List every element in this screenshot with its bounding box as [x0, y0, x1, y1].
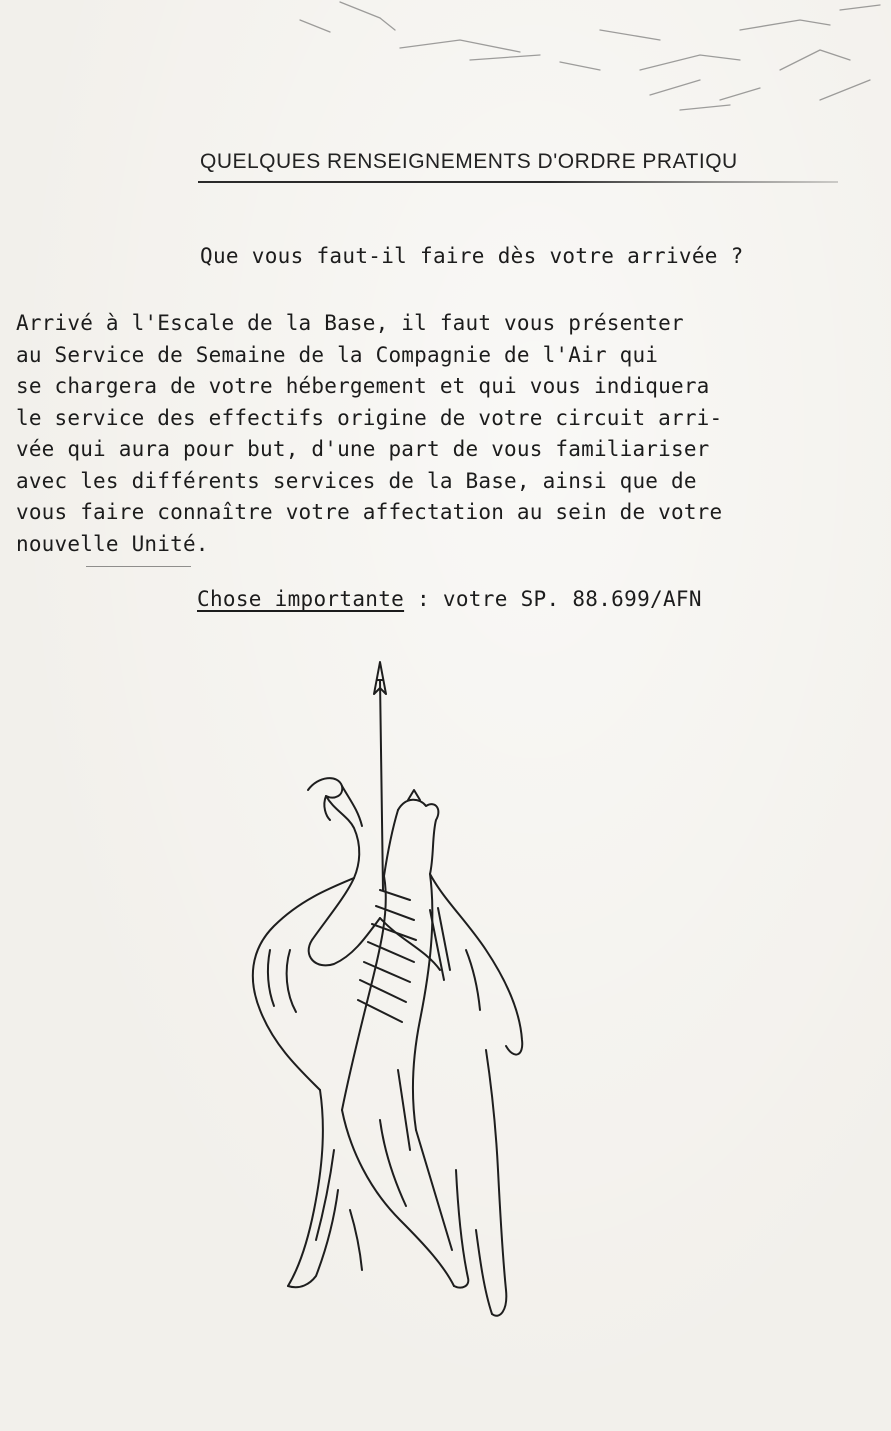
paragraph-line: au Service de Semaine de la Compagnie de l'Air qui — [16, 342, 659, 367]
stray-mark — [86, 566, 191, 567]
top-ink-smudge — [0, 0, 891, 130]
important-label: Chose importante — [197, 587, 405, 611]
document-heading: QUELQUES RENSEIGNEMENTS D'ORDRE PRATIQU — [200, 150, 738, 173]
paragraph-line: avec les différents services de la Base, ainsi que de — [16, 468, 697, 493]
paragraph-line: vous faire connaître votre affectation au sein de votre — [16, 500, 723, 524]
paragraph-line: vée qui aura pour but, d'une part de vous familiariser — [16, 437, 710, 461]
important-text: : votre SP. 88.699/AFN — [404, 587, 702, 611]
important-note — [197, 587, 702, 611]
heading-underline — [198, 181, 838, 183]
paragraph-line: se chargera de votre hébergement et qui vous indiquera — [16, 374, 710, 398]
paragraph-line: nouvelle Unité. — [16, 531, 209, 556]
instructions-paragraph — [16, 308, 876, 560]
question-heading: Que vous faut-il faire dès votre arrivée ? — [200, 244, 744, 268]
paragraph-line: Arrivé à l'Escale de la Base, il faut vous présenter — [16, 311, 684, 335]
figure-with-spear-drawing — [230, 650, 550, 1350]
paragraph-line: le service des effectifs origine de votre circuit arri- — [16, 405, 723, 430]
